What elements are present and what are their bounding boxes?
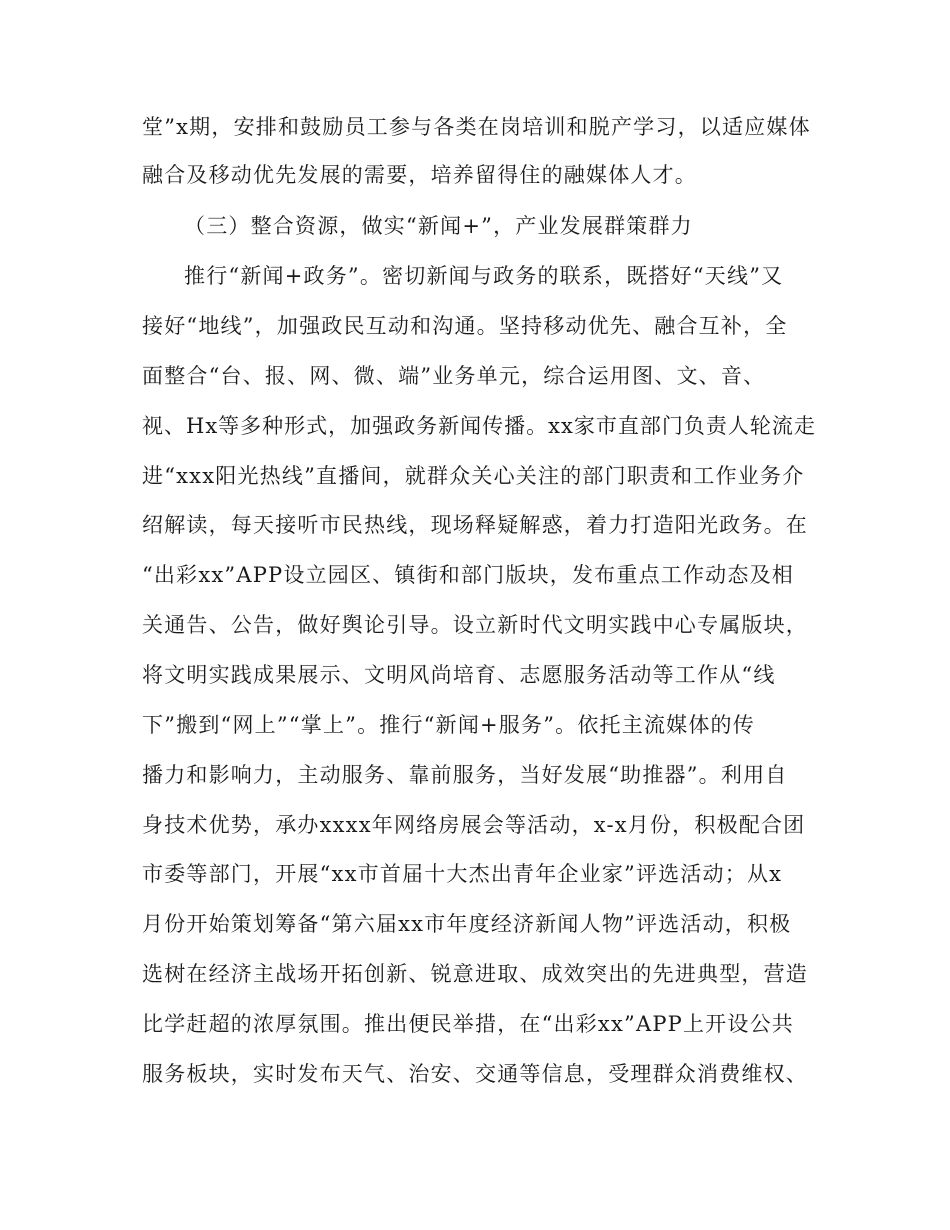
text-line: “出彩xx”APP设立园区、镇街和部门版块，发布重点工作动态及相 (142, 563, 794, 587)
text-line: 绍解读，每天接听市民热线，现场释疑解惑，着力打造阳光政务。在 (142, 513, 808, 537)
text-line: 堂”x期，安排和鼓励员工参与各类在岗培训和脱产学习，以适应媒体 (142, 115, 811, 139)
section-heading: （三）整合资源，做实“新闻+”，产业发展群策群力 (184, 214, 693, 238)
text-line: 下”搬到“网上”“掌上”。推行“新闻+服务”。依托主流媒体的传 (142, 713, 755, 737)
text-line: 关通告、公告，做好舆论引导。设立新时代文明实践中心专属版块， (142, 613, 808, 637)
text-line: 比学赶超的浓厚氛围。推出便民举措，在“出彩xx”APP上开设公共 (142, 1012, 794, 1036)
text-line: 播力和影响力，主动服务、靠前服务，当好发展“助推器”。利用自 (142, 763, 788, 787)
text-line: 进“xxx阳光热线”直播间，就群众关心关注的部门职责和工作业务介 (142, 464, 805, 488)
text-line: 选树在经济主战场开拓创新、锐意进取、成效突出的先进典型，营造 (142, 962, 808, 986)
text-line: 月份开始策划筹备“第六届xx市年度经济新闻人物”评选活动，积极 (142, 912, 792, 936)
text-line: 融合及移动优先发展的需要，培养留得住的融媒体人才。 (142, 163, 697, 187)
text-line: 市委等部门，开展“xx市首届十大杰出青年企业家”评选活动；从x (142, 862, 783, 886)
text-line: 服务板块，实时发布天气、治安、交通等信息，受理群众消费维权、 (142, 1062, 808, 1086)
text-line: 接好“地线”，加强政民互动和沟通。坚持移动优先、融合互补，全 (142, 314, 788, 338)
text-line: 推行“新闻+政务”。密切新闻与政务的联系，既搭好“天线”又 (184, 264, 784, 288)
text-line: 面整合“台、报、网、微、端”业务单元，综合运用图、文、音、 (142, 364, 766, 388)
text-line: 将文明实践成果展示、文明风尚培育、志愿服务活动等工作从“线 (142, 663, 776, 687)
text-line: 视、Hx等多种形式，加强政务新闻传播。xx家市直部门负责人轮流走 (142, 414, 816, 438)
text-line: 身技术优势，承办xxxx年网络房展会等活动，x-x月份，积极配合团 (142, 813, 806, 837)
